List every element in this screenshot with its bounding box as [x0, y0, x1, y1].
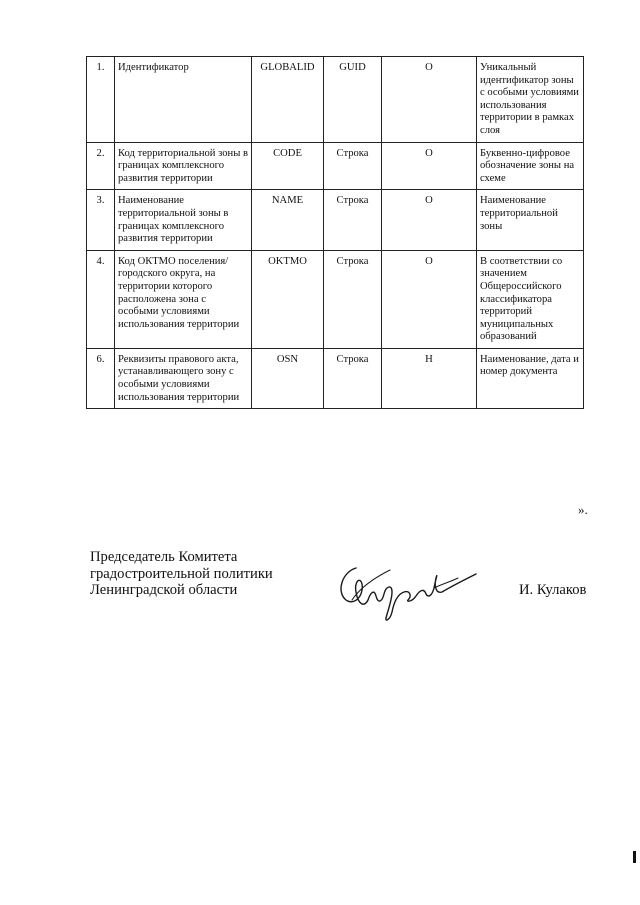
required-flag: О	[382, 57, 477, 143]
field-code: CODE	[252, 142, 324, 190]
field-code: NAME	[252, 190, 324, 250]
row-number: 4.	[87, 250, 115, 348]
table-row	[87, 57, 584, 143]
row-number: 2.	[87, 142, 115, 190]
field-type: GUID	[324, 57, 382, 143]
attribute-name: Код территориальной зоны в границах комплексного развития территории	[115, 142, 252, 190]
table-row	[87, 250, 584, 348]
field-code: OKTMO	[252, 250, 324, 348]
table-row	[87, 142, 584, 190]
field-type: Строка	[324, 348, 382, 408]
table-row	[87, 190, 584, 250]
field-type: Строка	[324, 190, 382, 250]
row-number: 3.	[87, 190, 115, 250]
field-code: GLOBALID	[252, 57, 324, 143]
signatory-title-line-3: Ленинградской области	[90, 582, 238, 598]
signatory-title-line-2: градостроительной политики	[90, 565, 273, 582]
field-description: Уникальный идентификатор зоны с особыми условиями использования территории в рамках слоя	[477, 57, 584, 143]
row-number: 6.	[87, 348, 115, 408]
attribute-table-body	[87, 57, 584, 409]
row-number: 1.	[87, 57, 115, 143]
required-flag: О	[382, 250, 477, 348]
required-flag: Н	[382, 348, 477, 408]
field-type: Строка	[324, 142, 382, 190]
attribute-name: Реквизиты правового акта, устанавливающего зону с особыми условиями использования территории	[115, 348, 252, 408]
closing-quote: ».	[578, 502, 588, 517]
field-description: Наименование территориальной зоны	[477, 190, 584, 250]
field-type: Строка	[324, 250, 382, 348]
scan-edge-mark	[633, 851, 636, 863]
required-flag: О	[382, 190, 477, 250]
field-description: Буквенно-цифровое обозначение зоны на схеме	[477, 142, 584, 190]
required-flag: О	[382, 142, 477, 190]
attribute-name: Код ОКТМО поселения/городского округа, на территории которого расположена зона с особыми условиями использования территории	[115, 250, 252, 348]
signer-name: И. Кулаков	[519, 582, 587, 598]
signatory-title-line-1: Председатель Комитета	[90, 549, 238, 565]
table-row	[87, 348, 584, 408]
field-description: Наименование, дата и номер документа	[477, 348, 584, 408]
field-code: OSN	[252, 348, 324, 408]
attribute-name: Идентификатор	[115, 57, 252, 143]
signatory-block	[90, 549, 273, 599]
handwritten-signature	[334, 548, 484, 624]
attribute-table	[86, 56, 584, 409]
field-description: В соответствии со значением Общероссийского классификатора территорий муниципальных образований	[477, 250, 584, 348]
attribute-name: Наименование территориальной зоны в границах комплексного развития территории	[115, 190, 252, 250]
